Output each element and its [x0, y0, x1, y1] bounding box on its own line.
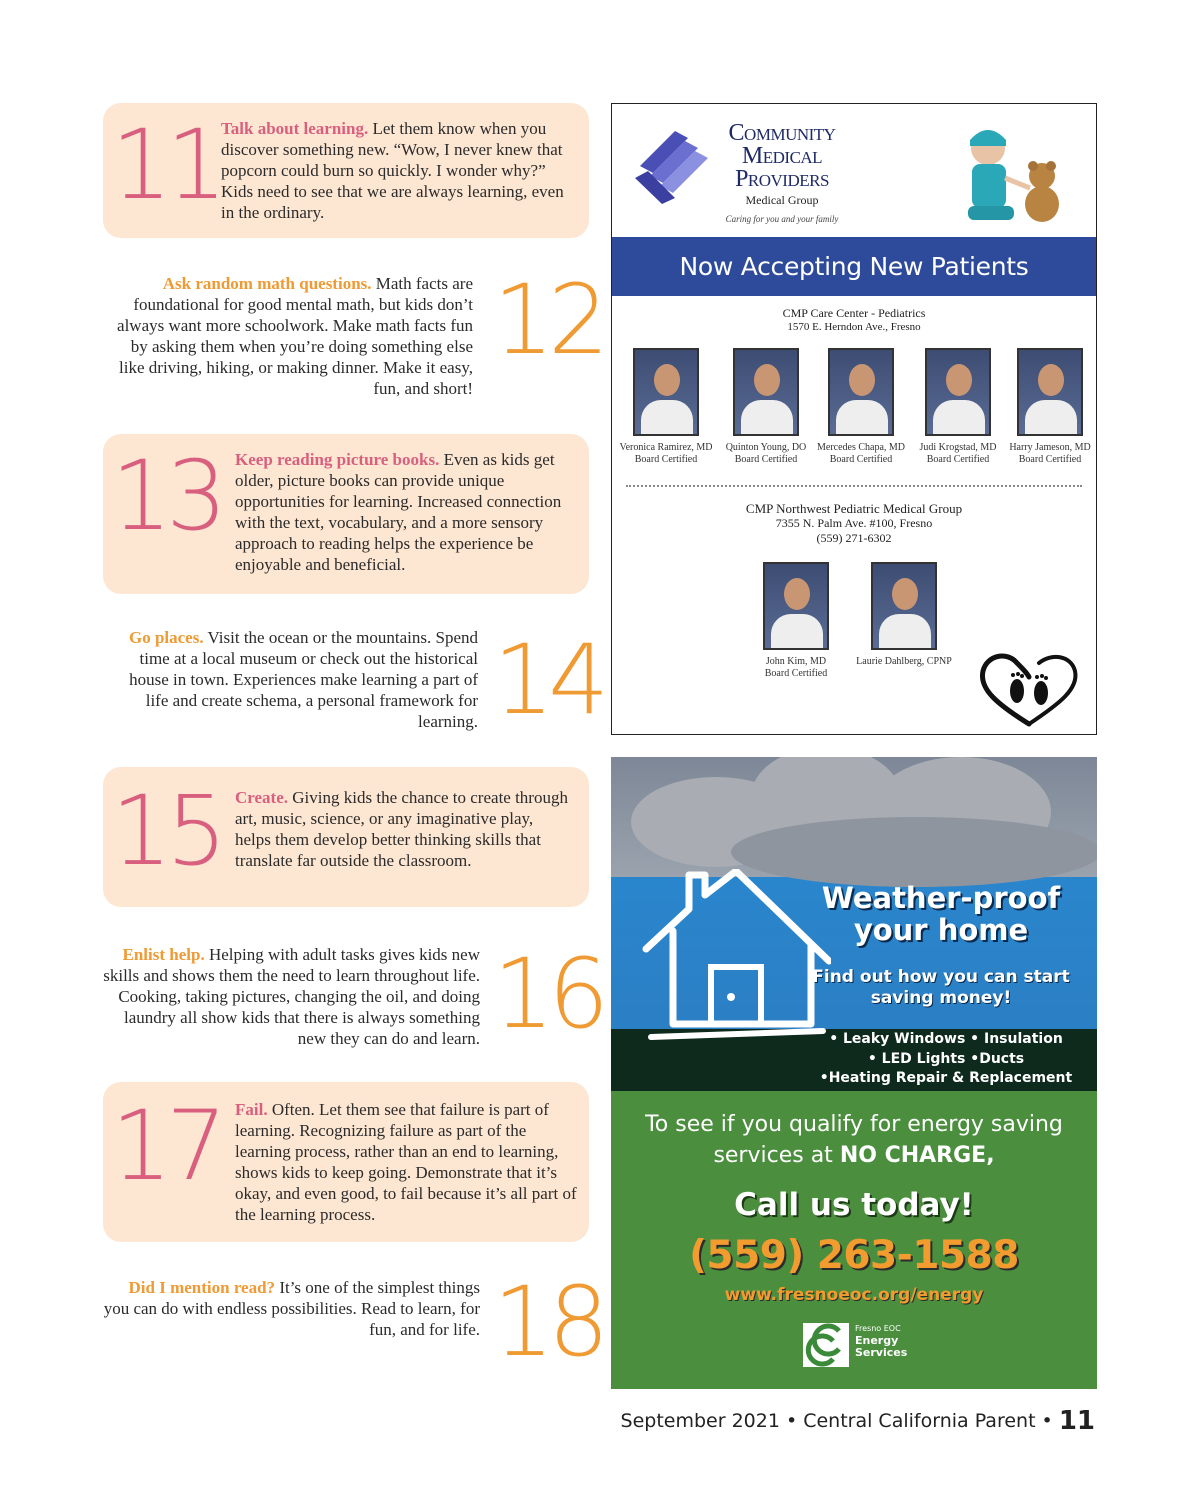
call-to-action: Call us today! — [734, 1187, 974, 1223]
doctor-card — [908, 348, 1008, 466]
doctor-portrait — [871, 562, 937, 650]
house-icon — [641, 869, 831, 1044]
tip-text — [235, 449, 571, 575]
tip-body: Often. Let them see that failure is part of learning. Recognizing failure as part of the learning process, rather than an end to learning, shows kids to keep going. Demonstrate that it’s okay, and even good, to fail because it’s all part of the learning process. — [235, 1100, 577, 1224]
tip-text — [103, 273, 473, 399]
service-line: • LED Lights •Ducts — [867, 1051, 1025, 1067]
doctor-name: Quinton Young, DO — [725, 442, 807, 453]
doctor-certification: Board Certified — [1018, 454, 1082, 465]
phone-number[interactable]: (559) 263-1588 — [689, 1233, 1019, 1278]
doctor-portrait — [633, 348, 699, 436]
tip-body: It’s one of the simplest things you can do with endless possibilities. Read to learn, for fun, and for life. — [103, 1278, 480, 1339]
tip-heading: Go places. — [128, 628, 204, 647]
doctor-card — [746, 562, 846, 680]
page-footer — [621, 1406, 1095, 1436]
doctor-certification: Board Certified — [634, 454, 698, 465]
doctor-portrait — [828, 348, 894, 436]
tip-number: 16 — [493, 938, 604, 1050]
location-address: 1570 E. Herndon Ave., Fresno — [787, 321, 921, 333]
tip-number: 14 — [493, 624, 604, 736]
service-line: •Heating Repair & Replacement — [819, 1070, 1073, 1086]
doctor-certification: Board Certified — [829, 454, 893, 465]
ad-subtitle: Find out how you can start saving money! — [812, 967, 1070, 1008]
doctor-card — [616, 348, 716, 466]
tip-text — [235, 1099, 579, 1225]
location-name: CMP Care Center - Pediatrics — [782, 306, 926, 320]
tip-heading: Enlist help. — [122, 945, 205, 964]
tip-text — [103, 1277, 480, 1340]
cmp-name-line: Medical — [741, 143, 823, 169]
tip-number: 13 — [111, 440, 222, 552]
tip-heading: Create. — [235, 788, 289, 807]
cmp-name-line: Providers — [735, 166, 829, 192]
doctor-portrait — [733, 348, 799, 436]
tip-text — [103, 944, 480, 1049]
qualify-text — [631, 1109, 1077, 1171]
child-with-teddy-bear-photo — [950, 118, 1070, 228]
website-link[interactable]: www.fresnoeoc.org/energy — [724, 1285, 984, 1305]
doctor-card — [716, 348, 816, 466]
tip-heading: Talk about learning. — [221, 119, 369, 138]
tip-body: Helping with adult tasks gives kids new skills and shows them the need to learn throughout life. Cooking, taking pictures, changing the oil, and doing laundry all show kids that there is always something new they can do and learn. — [103, 945, 480, 1048]
tip-14 — [103, 622, 604, 737]
doctor-card — [854, 562, 954, 668]
location-phone: (559) 271-6302 — [816, 531, 892, 545]
doctor-certification: Board Certified — [734, 454, 798, 465]
location-address: 7355 N. Palm Ave. #100, Fresno — [775, 516, 933, 530]
footer-text: September 2021 • Central California Parent • — [620, 1410, 1059, 1432]
doctor-certification: Board Certified — [764, 668, 828, 679]
tip-heading: Did I mention read? — [128, 1278, 276, 1297]
doctor-card — [1000, 348, 1100, 466]
location-name: CMP Northwest Pediatric Medical Group — [745, 501, 963, 516]
doctor-name: Harry Jameson, MD — [1009, 442, 1091, 453]
tip-15-box — [103, 767, 589, 907]
tip-body: Giving kids the chance to create through art, music, science, or any imaginative play, helps them develop better thinking skills that translate far outside the classroom. — [235, 788, 568, 870]
doctor-portrait — [925, 348, 991, 436]
doctor-name: Laurie Dahlberg, CPNP — [856, 656, 952, 667]
cmp-name — [702, 122, 862, 191]
eoc-logo-line: Services — [855, 1346, 908, 1359]
dotted-divider — [626, 485, 1082, 487]
doctor-name: John Kim, MD — [765, 656, 827, 667]
qualify-text-bold: NO CHARGE, — [839, 1143, 995, 1168]
tip-text — [235, 787, 571, 871]
eoc-logo-text — [855, 1323, 907, 1359]
tip-body: Visit the ocean or the mountains. Spend time at a local museum or check out the historical house in town. Experiences make learning a part of life and create schema, a personal framework for learning. — [129, 628, 478, 731]
cmp-subtitle: Medical Group — [745, 193, 819, 207]
tip-text — [123, 627, 478, 732]
tip-body: Math facts are foundational for good mental math, but kids don’t always want more schoolwork. Make math facts fun by asking them when you’re doing something else like driving, hiking, or making dinner. Make it easy, fun, and short! — [117, 274, 473, 398]
tip-text — [221, 118, 571, 223]
doctor-name: Veronica Ramirez, MD — [619, 442, 713, 453]
tip-body: Even as kids get older, picture books can provide unique opportunities for learning. Increased connection with the text, vocabulary, and a more sensory approach to reading helps the experience be enjoyable and beneficial. — [235, 450, 562, 574]
tip-13-box — [103, 434, 589, 594]
cmp-tagline: Caring for you and your family — [725, 214, 839, 224]
tip-heading: Ask random math questions. — [162, 274, 372, 293]
doctor-portrait — [763, 562, 829, 650]
tip-18 — [103, 1266, 604, 1378]
eoc-ad — [611, 757, 1097, 1389]
tip-heading: Keep reading picture books. — [235, 450, 440, 469]
tip-16 — [103, 938, 604, 1055]
doctor-certification: Board Certified — [926, 454, 990, 465]
cmp-ad — [611, 103, 1097, 735]
tip-number: 15 — [111, 775, 222, 887]
cmp-name-line: Community — [728, 120, 836, 146]
tip-number: 17 — [111, 1090, 222, 1202]
tip-heading: Fail. — [235, 1100, 268, 1119]
fresno-eoc-logo-icon — [803, 1323, 849, 1367]
tip-number: 18 — [493, 1266, 604, 1378]
page-number: 11 — [1058, 1406, 1095, 1436]
qualify-text-plain: To see if you qualify for energy saving services at — [645, 1112, 1063, 1168]
tip-12 — [103, 264, 604, 408]
tip-17-box — [103, 1082, 589, 1242]
ad-title: Weather-proof your home — [821, 881, 1061, 947]
heart-footprints-icon — [977, 649, 1082, 729]
doctor-name: Mercedes Chapa, MD — [816, 442, 906, 453]
tip-11-box — [103, 103, 589, 238]
eoc-logo-small: Fresno EOC — [855, 1324, 901, 1333]
tip-body: Let them know when you discover something new. “Wow, I never knew that popcorn could burn so quickly. I wonder why?” Kids need to see that we are always learning, even in the ordinary. — [221, 119, 564, 222]
doctor-portrait — [1017, 348, 1083, 436]
service-line: • Leaky Windows • Insulation — [829, 1031, 1063, 1047]
eoc-logo-line: Energy — [855, 1334, 899, 1347]
cmp-banner: Now Accepting New Patients — [612, 237, 1096, 296]
tip-number: 11 — [111, 109, 222, 221]
doctor-name: Judi Krogstad, MD — [919, 442, 997, 453]
tip-number: 12 — [493, 264, 604, 376]
doctor-card — [811, 348, 911, 466]
